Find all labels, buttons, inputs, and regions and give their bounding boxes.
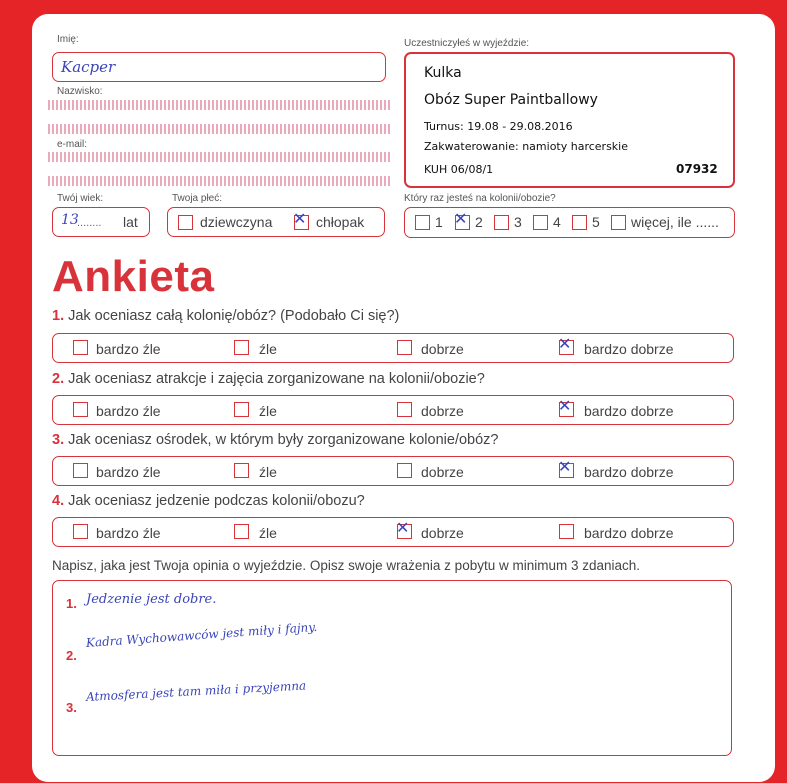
wiek-label: Twój wiek:	[57, 193, 104, 204]
checkbox-q3-dobrze[interactable]	[397, 463, 412, 478]
answer-number: 1.	[66, 596, 77, 611]
times-option-2: 2	[475, 214, 483, 230]
checkbox-times-2[interactable]	[454, 209, 470, 230]
plec-option-dziewczyna: dziewczyna	[200, 214, 273, 230]
question-number: 4.	[52, 493, 65, 509]
times-option-3: 3	[514, 214, 522, 230]
checkbox-q3-bardzo-dobrze[interactable]	[558, 457, 574, 478]
checkbox-q4-bardzo-dobrze[interactable]	[559, 524, 574, 539]
checkbox-chlopak[interactable]	[293, 209, 309, 230]
rating-option: źle	[259, 525, 277, 541]
times-option-4: 4	[553, 214, 561, 230]
rating-option: bardzo dobrze	[584, 341, 674, 357]
checkbox-q2-bardzo-zle[interactable]	[73, 402, 88, 417]
checkbox-q2-bardzo-dobrze[interactable]	[558, 396, 574, 417]
checkbox-times-more[interactable]	[611, 215, 626, 230]
rating-option: bardzo źle	[96, 403, 161, 419]
checkbox-q2-zle[interactable]	[234, 402, 249, 417]
stamp-turnus: Turnus: 19.08 - 29.08.2016	[424, 120, 573, 133]
rating-option: dobrze	[421, 403, 464, 419]
checkbox-times-5[interactable]	[572, 215, 587, 230]
question-2	[52, 371, 485, 387]
stamp-line2: Obóz Super Paintballowy	[424, 92, 598, 108]
answer-text: Kadra Wychowawców jest miły i fajny.	[85, 619, 318, 650]
checkbox-q4-bardzo-zle[interactable]	[73, 524, 88, 539]
opinion-prompt: Napisz, jaka jest Twoja opinia o wyjeździe. Opisz swoje wrażenia z pobytu w minimum 3 zdaniach.	[52, 558, 641, 573]
check-mark-icon: ✕	[558, 334, 572, 353]
rating-option: źle	[259, 464, 277, 480]
answer-number: 3.	[66, 700, 77, 715]
imie-field[interactable]	[52, 52, 386, 82]
plec-option-chlopak: chłopak	[316, 214, 365, 230]
checkbox-times-4[interactable]	[533, 215, 548, 230]
nazwisko-label: Nazwisko:	[57, 86, 103, 97]
rating-option: bardzo źle	[96, 525, 161, 541]
question-text: Jak oceniasz ośrodek, w którym były zorganizowane kolonie/obóz?	[68, 432, 499, 448]
email-redacted-2	[48, 176, 390, 186]
checkbox-q1-bardzo-dobrze[interactable]	[558, 334, 574, 355]
check-mark-icon: ✕	[293, 209, 307, 228]
checkbox-q1-bardzo-zle[interactable]	[73, 340, 88, 355]
page-title: Ankieta	[52, 252, 215, 301]
times-option-more: więcej, ile ......	[631, 214, 719, 230]
stamp-code: KUH 06/08/1	[424, 163, 494, 176]
question-number: 3.	[52, 432, 65, 448]
question-text: Jak oceniasz jedzenie podczas kolonii/obozu?	[68, 493, 365, 509]
question-1	[52, 308, 399, 324]
checkbox-dziewczyna[interactable]	[178, 215, 193, 230]
stamp-line1: Kulka	[424, 65, 462, 81]
stamp-label: Uczestniczyłeś w wyjeździe:	[404, 38, 530, 49]
question-text: Jak oceniasz całą kolonię/obóz? (Podobało Ci się?)	[68, 308, 400, 324]
check-mark-icon: ✕	[454, 209, 468, 228]
question-4	[52, 493, 365, 509]
stamp-number: 07932	[676, 162, 718, 176]
nazwisko-redacted-2	[48, 124, 390, 134]
checkbox-q3-bardzo-zle[interactable]	[73, 463, 88, 478]
question-number: 2.	[52, 371, 65, 387]
wiek-dots: ........	[77, 217, 102, 229]
checkbox-times-1[interactable]	[415, 215, 430, 230]
rating-option: bardzo źle	[96, 341, 161, 357]
rating-option: bardzo dobrze	[584, 403, 674, 419]
checkbox-q1-zle[interactable]	[234, 340, 249, 355]
check-mark-icon: ✕	[558, 457, 572, 476]
plec-field	[167, 207, 385, 237]
times-label: Który raz jesteś na kolonii/obozie?	[404, 193, 556, 204]
rating-option: bardzo źle	[96, 464, 161, 480]
wiek-unit: lat	[123, 214, 138, 230]
imie-label: Imię:	[57, 34, 79, 45]
times-option-5: 5	[592, 214, 600, 230]
rating-option: bardzo dobrze	[584, 464, 674, 480]
checkbox-q4-dobrze[interactable]	[396, 518, 412, 539]
rating-option: bardzo dobrze	[584, 525, 674, 541]
stamp-zakwaterowanie: Zakwaterowanie: namioty harcerskie	[424, 140, 628, 153]
imie-value: Kacper	[61, 58, 116, 76]
answer-text: Jedzenie jest dobre.	[86, 592, 217, 607]
check-mark-icon: ✕	[396, 518, 410, 537]
email-label: e-mail:	[57, 139, 88, 150]
rating-option: dobrze	[421, 341, 464, 357]
email-redacted	[48, 152, 390, 162]
rating-option: dobrze	[421, 464, 464, 480]
plec-label: Twoja płeć:	[172, 193, 223, 204]
wiek-value: 13	[61, 212, 79, 228]
answer-text: Atmosfera jest tam miła i przyjemna	[85, 678, 307, 704]
question-3	[52, 432, 498, 448]
wiek-field[interactable]	[52, 207, 150, 237]
check-mark-icon: ✕	[558, 396, 572, 415]
question-number: 1.	[52, 308, 65, 324]
nazwisko-redacted	[48, 100, 390, 110]
rating-option: źle	[259, 403, 277, 419]
checkbox-q1-dobrze[interactable]	[397, 340, 412, 355]
question-text: Jak oceniasz atrakcje i zajęcia zorganizowane na kolonii/obozie?	[68, 371, 485, 387]
checkbox-q2-dobrze[interactable]	[397, 402, 412, 417]
rating-option: źle	[259, 341, 277, 357]
rating-option: dobrze	[421, 525, 464, 541]
times-option-1: 1	[435, 214, 443, 230]
checkbox-q4-zle[interactable]	[234, 524, 249, 539]
checkbox-times-3[interactable]	[494, 215, 509, 230]
answer-number: 2.	[66, 648, 77, 663]
checkbox-q3-zle[interactable]	[234, 463, 249, 478]
